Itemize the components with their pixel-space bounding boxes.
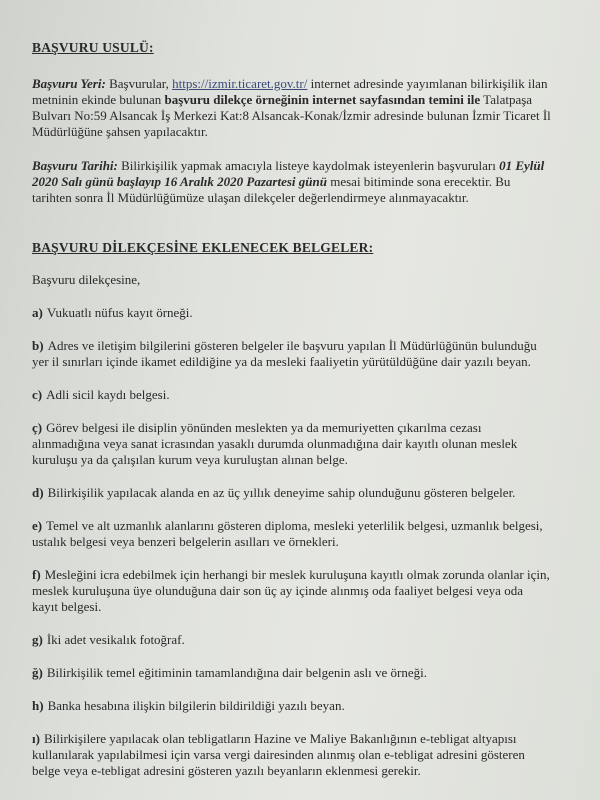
- list-marker: h): [32, 698, 44, 713]
- list-marker: ç): [32, 420, 43, 435]
- list-item-text: Vukuatlı nüfus kayıt örneği.: [46, 305, 193, 320]
- list-marker: c): [32, 387, 43, 402]
- list-marker: a): [32, 305, 43, 320]
- list-marker: ğ): [32, 665, 43, 680]
- list-marker: g): [32, 632, 43, 647]
- list-item-text: Görev belgesi ile disiplin yönünden meslekten ya da memuriyetten çıkarılma cezası alınmadığına veya sanat icrasından yasaklı durumda olunmadığına dair kayıtlı olunan meslek kuruluşu ya da çalışılan kurum veya kuruluştan alınan belge.: [32, 420, 518, 467]
- list-marker: ı): [32, 731, 40, 746]
- list-item: [32, 632, 552, 648]
- list-item: [32, 567, 552, 615]
- text-date-range: 01 Eylül 2020 Salı günü başlayıp 16 Aralık 2020 Pazartesi günü: [32, 158, 545, 189]
- label-basvuru-tarihi: Başvuru Tarihi:: [32, 158, 118, 173]
- list-item: [32, 420, 552, 468]
- list-item-text: Banka hesabına ilişkin bilgilerin bildirildiği yazılı beyan.: [47, 698, 345, 713]
- section-heading-belgeler: BAŞVURU DİLEKÇESİNE EKLENECEK BELGELER:: [32, 240, 374, 255]
- document-list: [32, 305, 552, 779]
- list-item: [32, 387, 552, 403]
- list-item: [32, 731, 552, 779]
- text: mesai bitiminde sona erecektir. Bu tarihten sonra İl Müdürlüğümüze ulaşan dilekçeler değerlendirmeye alınmayacaktır.: [32, 174, 511, 205]
- list-item-text: Bilirkişilik yapılacak alanda en az üç yıllık deneyime sahip olunduğunu gösteren belgeler.: [47, 485, 516, 500]
- list-item-text: Mesleğini icra edebilmek için herhangi bir meslek kuruluşuna kayıtlı olmak zorunda olanlar için, meslek kuruluşuna üye olunduğuna dair son üç ay içinde alınmış oda faaliyet belgesi veya oda kayıt belgesi.: [32, 567, 550, 614]
- text-bold: başvuru dilekçe örneğinin internet sayfasından temini ile: [164, 92, 481, 107]
- text: Talatpaşa Bulvarı No:59 Alsancak İş Merkezi Kat:8 Alsancak-Konak/İzmir adresinde bulunan İzmir Ticaret İl Müdürlüğüne şahsen yapılacaktır.: [32, 92, 551, 139]
- list-item: [32, 518, 552, 550]
- list-item-text: Temel ve alt uzmanlık alanlarını gösteren diploma, mesleki yeterlilik belgesi, uzmanlık belgesi, ustalık belgesi veya benzeri belgelerin asılları ve örnekleri.: [32, 518, 543, 549]
- section-heading-basvuru-usulu: BAŞVURU USULÜ:: [32, 40, 154, 55]
- list-item: [32, 665, 552, 681]
- text: Başvurular,: [105, 76, 173, 91]
- intro-text: Başvuru dilekçesine,: [32, 272, 141, 287]
- website-link[interactable]: https://izmir.ticaret.gov.tr/: [172, 76, 308, 91]
- list-item: [32, 698, 552, 714]
- paragraph-basvuru-tarihi: [32, 158, 552, 206]
- text: Bilirkişilik yapmak amacıyla listeye kaydolmak isteyenlerin başvuruları: [117, 158, 500, 173]
- list-item: [32, 305, 552, 321]
- list-item-text: İki adet vesikalık fotoğraf.: [46, 632, 185, 647]
- list-marker: f): [32, 567, 41, 582]
- label-basvuru-yeri: Başvuru Yeri:: [32, 76, 106, 91]
- list-marker: e): [32, 518, 43, 533]
- list-item: [32, 485, 552, 501]
- text: internet adresinde yayımlanan bilirkişilik ilan metninin ekinde bulunan: [32, 76, 548, 107]
- paragraph-basvuru-yeri: [32, 76, 552, 140]
- list-marker: b): [32, 338, 44, 353]
- list-item: [32, 338, 552, 370]
- list-item-text: Adli sicil kaydı belgesi.: [46, 387, 170, 402]
- list-item-text: Bilirkişilik temel eğitiminin tamamlandığına dair belgenin aslı ve örneği.: [46, 665, 428, 680]
- list-item-text: Adres ve iletişim bilgilerini gösteren belgeler ile başvuru yapılan İl Müdürlüğünün bulunduğu yer il sınırları içinde ikamet edildiğine ya da mesleki faaliyetin yürütüldüğüne dair yazılı beyan.: [32, 338, 537, 369]
- list-marker: d): [32, 485, 44, 500]
- list-item-text: Bilirkişilere yapılacak olan tebligatların Hazine ve Maliye Bakanlığının e-tebligat altyapısı kullanılarak yapılabilmesi için varsa vergi dairesinden alınmış olan e-tebligat adresini gösteren belge veya e-tebligat adresini gösteren yazılı beyanların eklenmesi gerekir.: [32, 731, 525, 778]
